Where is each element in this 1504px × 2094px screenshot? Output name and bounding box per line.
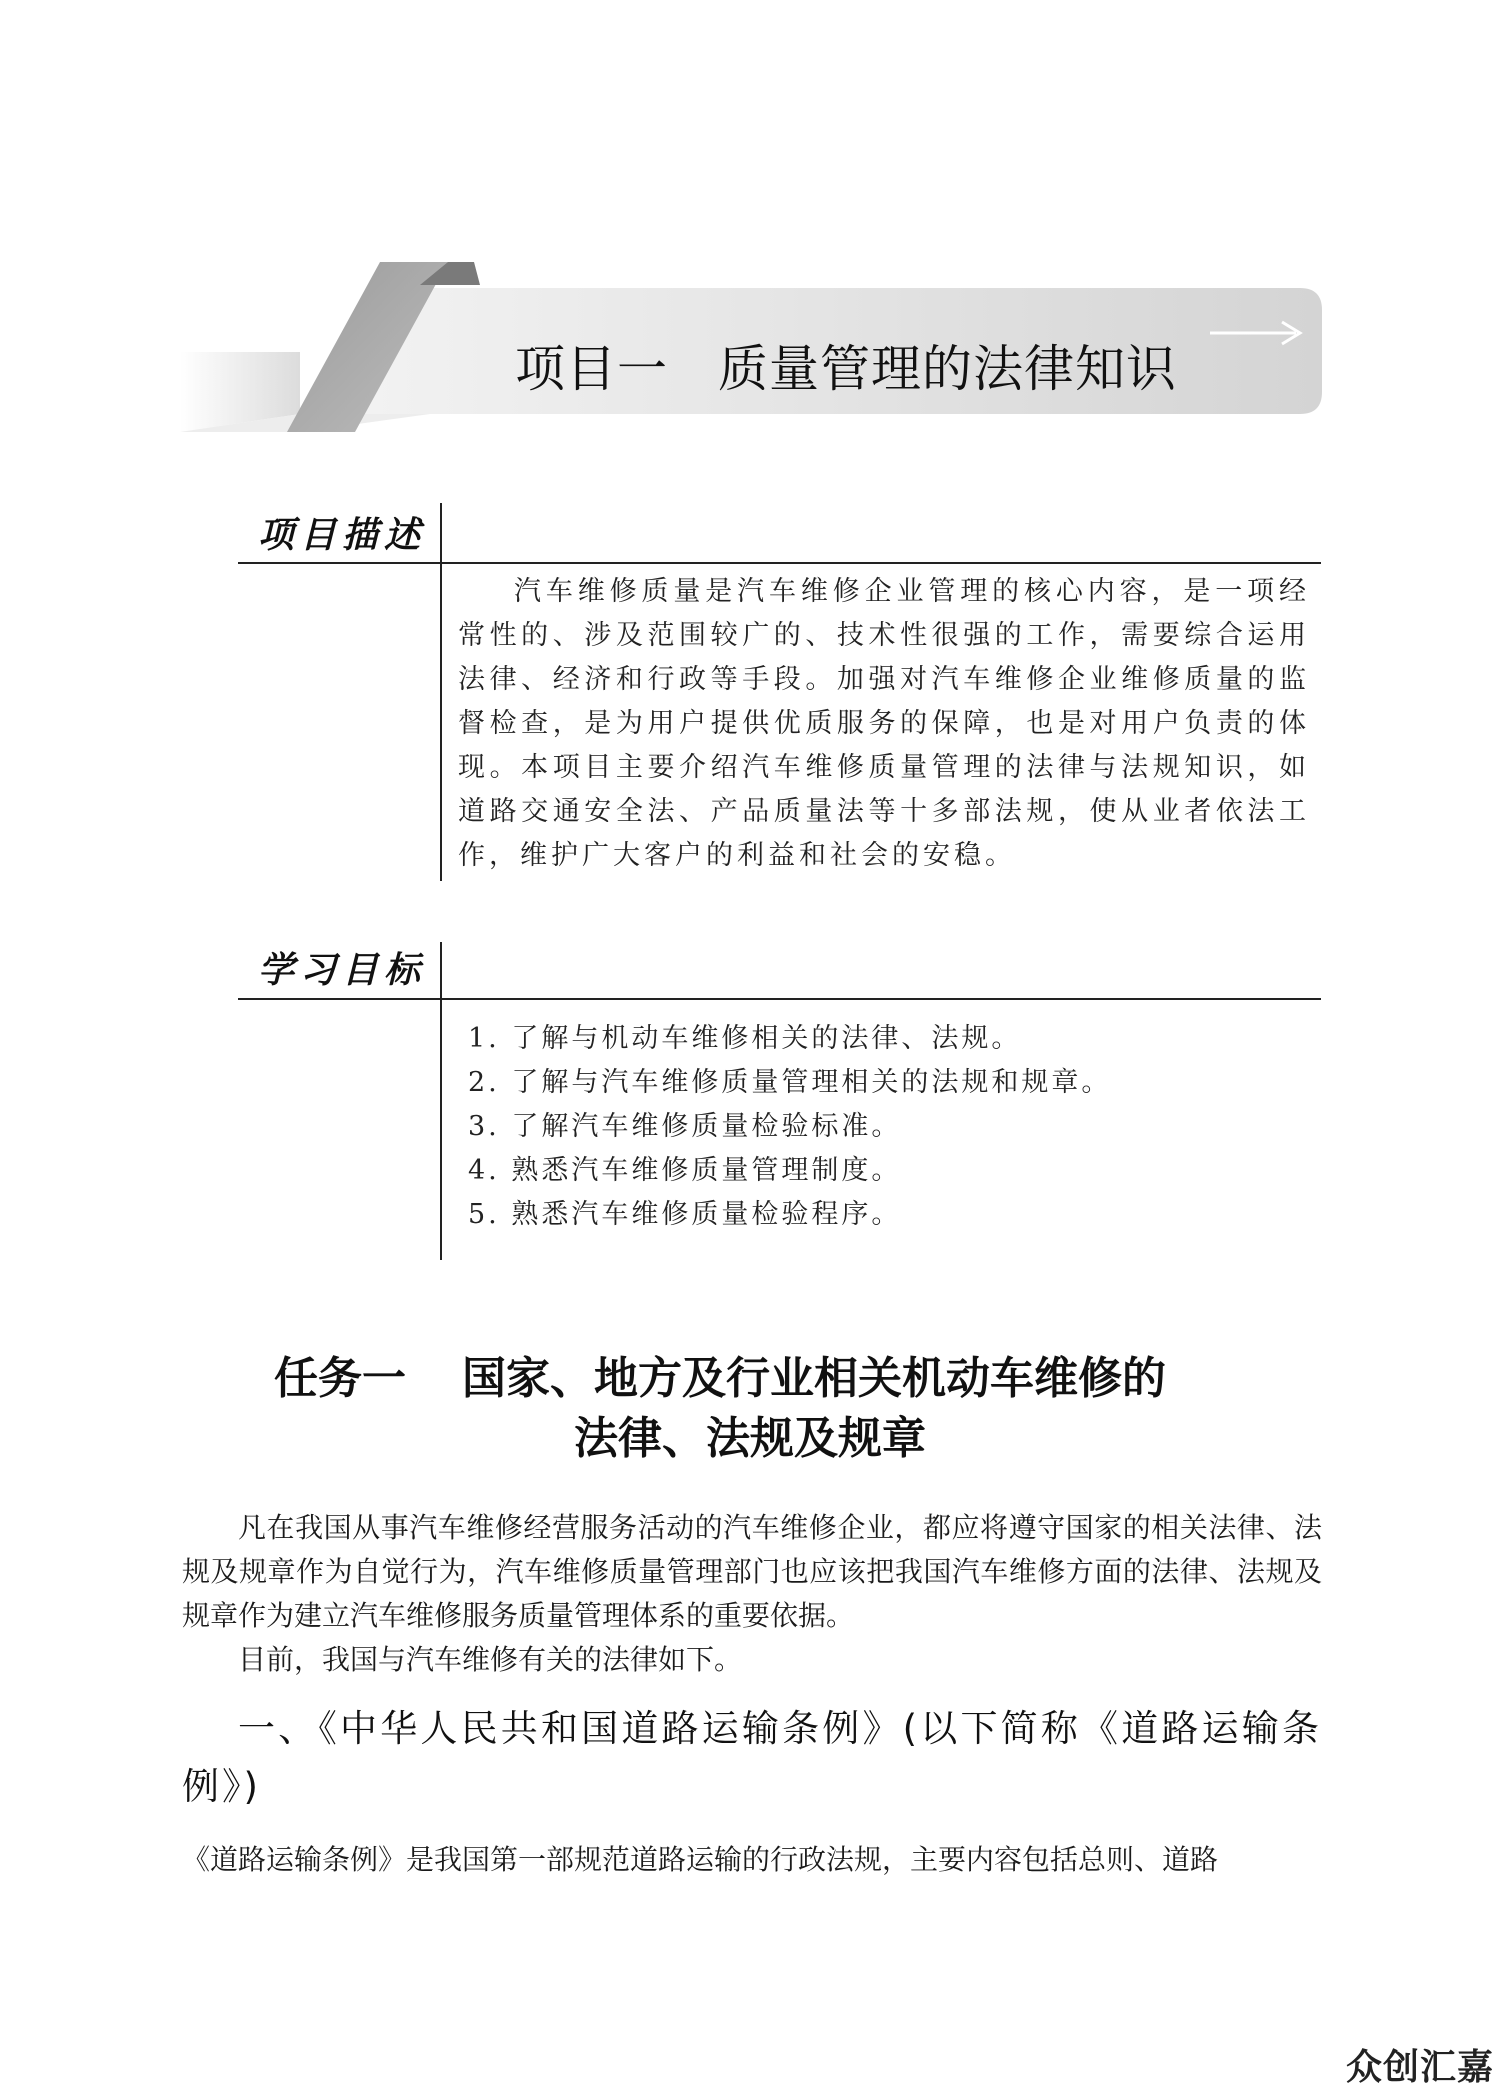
goal-item: 3. 了解汽车维修质量检验标准。 <box>468 1111 902 1142</box>
goals-list <box>468 1017 1308 1237</box>
project-name: 质量管理的法律知识 <box>718 340 1177 398</box>
goals-label: 学习目标 <box>258 950 427 991</box>
task-heading-line-1 <box>180 1346 1320 1412</box>
task-title-1: 国家、地方及行业相关机动车维修的 <box>462 1353 1166 1404</box>
watermark-logo: 众创汇嘉 <box>1345 2047 1494 2088</box>
project-number: 项目一 <box>515 340 668 398</box>
description-vertical-rule <box>440 503 442 881</box>
goal-item: 4. 熟悉汽车维修质量管理制度。 <box>468 1155 902 1186</box>
body-paragraph-1: 凡在我国从事汽车维修经营服务活动的汽车维修企业，都应将遵守国家的相关法律、法规及规章作为自觉行为，汽车维修质量管理部门也应该把我国汽车维修方面的法律、法规及规章作为建立汽车维修服务质量管理体系的重要依据。 <box>182 1511 1322 1632</box>
goal-item: 1. 了解与机动车维修相关的法律、法规。 <box>468 1023 1022 1054</box>
goal-item: 2. 了解与汽车维修质量管理相关的法规和规章。 <box>468 1067 1112 1098</box>
goal-item: 5. 熟悉汽车维修质量检验程序。 <box>468 1199 902 1230</box>
section-subheading: 一、《中华人民共和国道路运输条例》(以下简称《道路运输条例》) <box>182 1707 1322 1808</box>
description-horizontal-rule <box>238 562 1321 564</box>
goals-vertical-rule <box>440 942 442 1260</box>
description-text: 汽车维修质量是汽车维修企业管理的核心内容，是一项经常性的、涉及范围较广的、技术性很强的工作，需要综合运用法律、经济和行政等手段。加强对汽车维修企业维修质量的监督检查，是为用户提供优质服务的保障，也是对用户负责的体现。本项目主要介绍汽车维修质量管理的法律与法规知识，如道路交通安全法、产品质量法等十多部法规，使从业者依法工作，维护广大客户的利益和社会的安稳。 <box>458 576 1310 871</box>
task-number: 任务一 <box>274 1353 406 1404</box>
description-label: 项目描述 <box>258 515 427 556</box>
goals-horizontal-rule <box>238 998 1321 1000</box>
body-paragraph-2: 目前，我国与汽车维修有关的法律如下。 <box>238 1643 743 1676</box>
body-paragraph-3: 《道路运输条例》是我国第一部规范道路运输的行政法规，主要内容包括总则、道路 <box>182 1843 1219 1876</box>
project-banner <box>0 0 1504 460</box>
project-title <box>515 328 1177 410</box>
task-heading-line-2: 法律、法规及规章 <box>574 1413 926 1464</box>
